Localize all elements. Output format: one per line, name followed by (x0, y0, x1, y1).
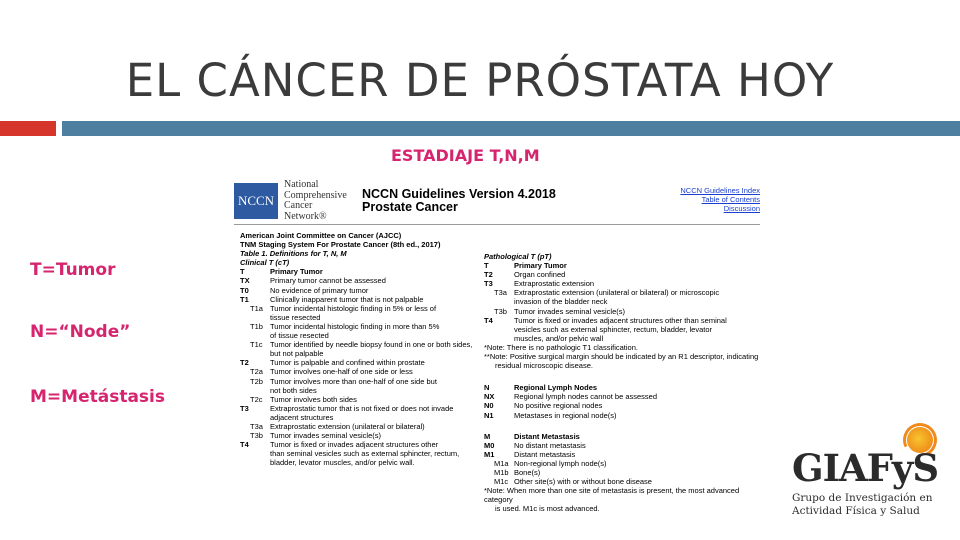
stage-code: T2a (250, 367, 263, 377)
stage-code: M0 (484, 440, 495, 450)
stage-description: Non-regional lymph node(s) (514, 458, 607, 468)
intro-line: Table 1. Definitions for T, N, M (240, 249, 347, 259)
stage-description: Tumor is fixed or invades adjacent structures other than seminal vesicles such as external sphincter, rectum, bladder, levator muscles, and/or pelvic wall. (270, 440, 460, 468)
stage-row (484, 477, 760, 486)
intro-line: American Joint Committee on Cancer (AJCC) (240, 231, 402, 240)
clinical-header: T Primary Tumor (240, 267, 323, 277)
stage-code: T2 (240, 358, 249, 368)
stage-code: T4 (240, 440, 249, 450)
legend-m: M=Metástasis (30, 387, 165, 407)
stage-row (240, 322, 480, 340)
stage-code: T1c (250, 340, 263, 350)
stage-code: T4 (484, 315, 493, 325)
stage-code: NX (484, 392, 495, 402)
intro-line: TNM Staging System For Prostate Cancer (8th ed., 2017) (240, 240, 441, 250)
stage-description: Tumor incidental histologic finding in more than 5% of tissue resected (270, 321, 440, 341)
stage-row (484, 279, 760, 288)
stage-code: M1b (494, 467, 509, 477)
pathological-title: Pathological T (pT) (484, 252, 552, 261)
stage-description: Tumor invades seminal vesicle(s) (270, 431, 382, 441)
accent-bar-blue (62, 121, 960, 136)
stage-code: T3b (494, 306, 507, 316)
doc-divider (234, 224, 760, 225)
stage-description: Extraprostatic tumor that is not fixed or does not invade adjacent structures (270, 403, 454, 422)
slide-title: EL CÁNCER DE PRÓSTATA HOY (125, 54, 835, 107)
stage-row (484, 401, 760, 410)
doc-title: NCCN Guidelines Version 4.2018 Prostate Cancer (362, 187, 556, 214)
stage-row (484, 450, 760, 459)
stage-code: T2 (484, 270, 493, 280)
slide-subtitle: ESTADIAJE T,N,M (391, 146, 540, 165)
stage-description: No positive regional nodes (514, 401, 603, 411)
stage-row (240, 395, 480, 404)
stage-row (484, 288, 760, 306)
stage-description: Extraprostatic extension (unilateral or bilateral) (270, 421, 425, 431)
link-guidelines-index[interactable]: NCCN Guidelines Index (680, 186, 760, 195)
stage-row (484, 459, 760, 468)
stage-code: T2c (250, 394, 263, 404)
stage-code: T3b (250, 431, 263, 441)
stage-description: Primary tumor cannot be assessed (270, 276, 386, 286)
intro-line: Clinical T (cT) (240, 258, 290, 268)
stage-description: Tumor is palpable and confined within prostate (270, 358, 425, 368)
stage-code: M1 (484, 449, 495, 459)
stage-description: Distant metastasis (514, 449, 576, 459)
stage-row (484, 316, 760, 343)
m-header: M Distant Metastasis (484, 431, 580, 441)
stage-row (240, 286, 480, 295)
stage-row (484, 307, 760, 316)
stage-code: T2b (250, 376, 263, 386)
stage-description: Regional lymph nodes cannot be assessed (514, 392, 658, 402)
stage-description: Tumor involves one-half of one side or less (270, 367, 413, 377)
stage-code: T3a (494, 288, 507, 298)
stage-code: T0 (240, 285, 249, 295)
stage-row (484, 411, 760, 420)
stage-description: Extraprostatic extension (514, 279, 595, 289)
stage-description: Tumor involves both sides (270, 394, 357, 404)
nccn-org-name: National Comprehensive Cancer Network® (284, 179, 347, 222)
link-table-of-contents[interactable]: Table of Contents (701, 195, 760, 204)
stage-row (240, 404, 480, 422)
stage-row (240, 422, 480, 431)
pathological-header: T Primary Tumor (484, 261, 567, 271)
stage-row (240, 304, 480, 322)
stage-code: T3a (250, 421, 263, 431)
stage-code: M1c (494, 477, 509, 487)
stage-code: N0 (484, 401, 494, 411)
stage-row (240, 358, 480, 367)
clinical-column (240, 231, 480, 467)
m-notes: *Note: When more than one site of metastasis is present, the most advanced category is used. M1c is most advanced. (484, 486, 740, 514)
accent-bar-red (0, 121, 56, 136)
link-discussion[interactable]: Discussion (723, 204, 760, 213)
pathological-column (484, 252, 760, 513)
stage-description: Extraprostatic extension (unilateral or bilateral) or microscopic invasion of the bladder neck (514, 288, 720, 307)
stage-description: Tumor involves more than one-half of one side but not both sides (270, 376, 437, 395)
stage-code: N1 (484, 410, 494, 420)
stage-code: T1a (250, 303, 263, 313)
stage-row (240, 431, 480, 440)
logo-wordmark: GIAFyS (792, 446, 939, 490)
stage-code: TX (240, 276, 250, 286)
stage-description: Clinically inapparent tumor that is not palpable (270, 294, 424, 304)
stage-row (240, 295, 480, 304)
stage-code: T1b (250, 321, 263, 331)
stage-row (484, 270, 760, 279)
stage-row (484, 468, 760, 477)
stage-description: Tumor incidental histologic finding in 5% or less of tissue resected (270, 303, 437, 322)
stage-code: T3 (484, 279, 493, 289)
stage-code: M1a (494, 458, 509, 468)
stage-description: Other site(s) with or without bone disease (514, 477, 652, 487)
stage-description: No distant metastasis (514, 440, 586, 450)
stage-row (484, 392, 760, 401)
stage-row (240, 367, 480, 376)
legend-t: T=Tumor (30, 260, 116, 280)
stage-description: Metastases in regional node(s) (514, 410, 617, 420)
stage-row (484, 441, 760, 450)
stage-row (240, 276, 480, 285)
stage-description: Tumor is fixed or invades adjacent structures other than seminal vesicles such as external sphincter, rectum, bladder, levator muscles, and/or pelvic wall (514, 315, 727, 343)
stage-description: Tumor identified by needle biopsy found in one or both sides, but not palpable (270, 340, 473, 359)
stage-code: T1 (240, 294, 249, 304)
stage-row (240, 440, 480, 467)
stage-description: No evidence of primary tumor (270, 285, 369, 295)
nccn-document (222, 176, 762, 522)
nccn-logo: NCCN (234, 183, 278, 219)
pathological-notes: *Note: There is no pathologic T1 classification. **Note: Positive surgical margin should be indicated by an R1 descriptor, indicating residual microscopic disease. (484, 342, 759, 371)
stage-description: Bone(s) (514, 467, 541, 477)
doc-links (680, 186, 760, 213)
legend-n: N=“Node” (30, 322, 131, 342)
doc-header (234, 178, 760, 224)
n-header: N Regional Lymph Nodes (484, 383, 598, 393)
stage-description: Organ confined (514, 270, 566, 280)
stage-code: T3 (240, 403, 249, 413)
stage-row (240, 340, 480, 358)
stage-description: Tumor invades seminal vesicle(s) (514, 306, 626, 316)
logo-tagline: Grupo de Investigación en Actividad Física y Salud (792, 492, 933, 517)
giafys-logo (790, 425, 950, 525)
stage-row (240, 377, 480, 395)
